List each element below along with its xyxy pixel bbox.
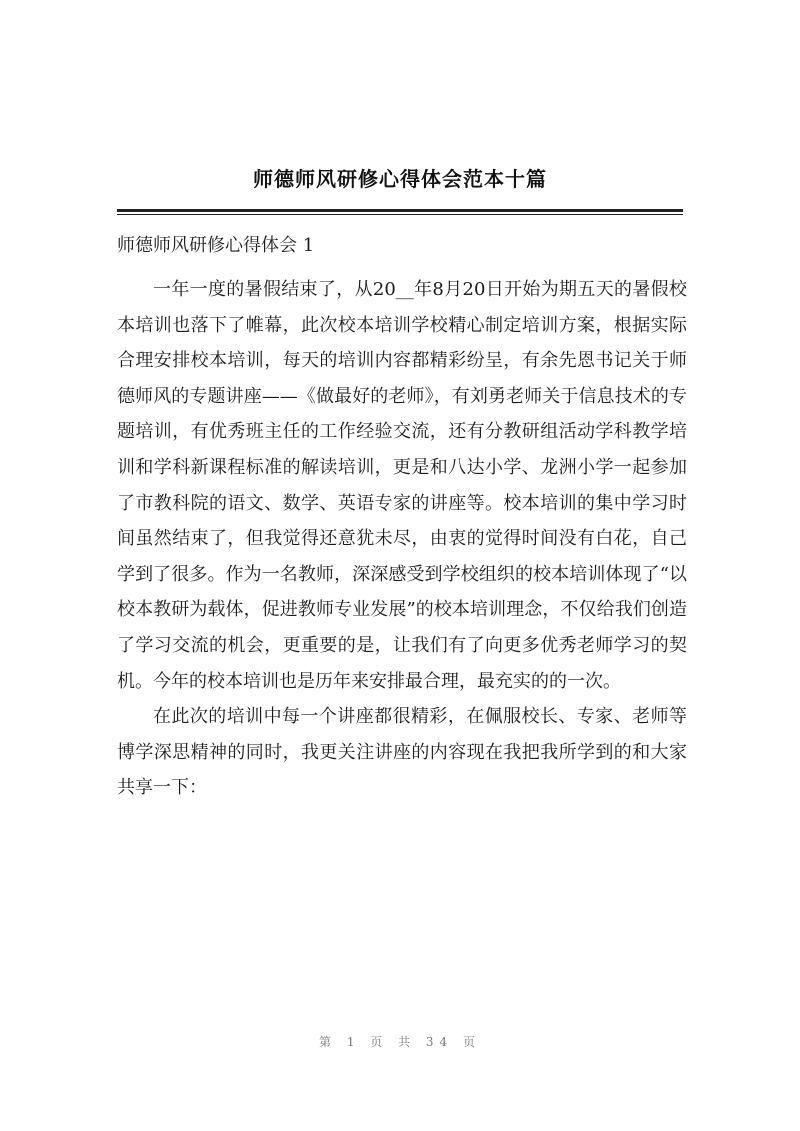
title-divider-thick (117, 209, 683, 212)
paragraph-2: 在此次的培训中每一个讲座都很精彩，在佩服校长、专家、老师等博学深思精神的同时，我更关注讲座的内容现在我把我所学到的和大家共享一下： (117, 706, 687, 799)
page-number-footer: 第 1 页 共 34 页 (319, 1035, 481, 1049)
paragraph-1: 一年一度的暑假结束了，从20__年8月20日开始为期五天的暑假校本培训也落下了帷幕，此次校本培训学校精心制定培训方案，根据实际合理安排校本培训，每天的培训内容都精彩纷呈，有余先恩书记关于师德师风的专题讲座——《做最好的老师》，有刘勇老师关于信息技术的专题培训，有优秀班主任的工作经验交流，还有分教研组活动学科教学培训和学科新课程标准的解读培训，更是和八达小学、龙洲小学一起参加了市教科院的语文、数学、英语专家的讲座等。校本培训的集中学习时间虽然结束了，但我觉得还意犹未尽，由衷的觉得时间没有白花，自己学到了很多。作为一名教师，深深感受到学校组织的校本培训体现了“以校本教研为载体，促进教师专业发展”的校本培训理念，不仅给我们创造了学习交流的机会，更重要的是，让我们有了向更多优秀老师学习的契机。今年的校本培训也是历年来安排最合理，最充实的的一次。 (117, 279, 687, 692)
section-heading: 师德师风研修心得体会 1 (117, 235, 315, 256)
body-text (117, 272, 687, 806)
title-divider-thin (117, 214, 683, 215)
document-title: 师德师风研修心得体会范本十篇 (253, 167, 547, 191)
